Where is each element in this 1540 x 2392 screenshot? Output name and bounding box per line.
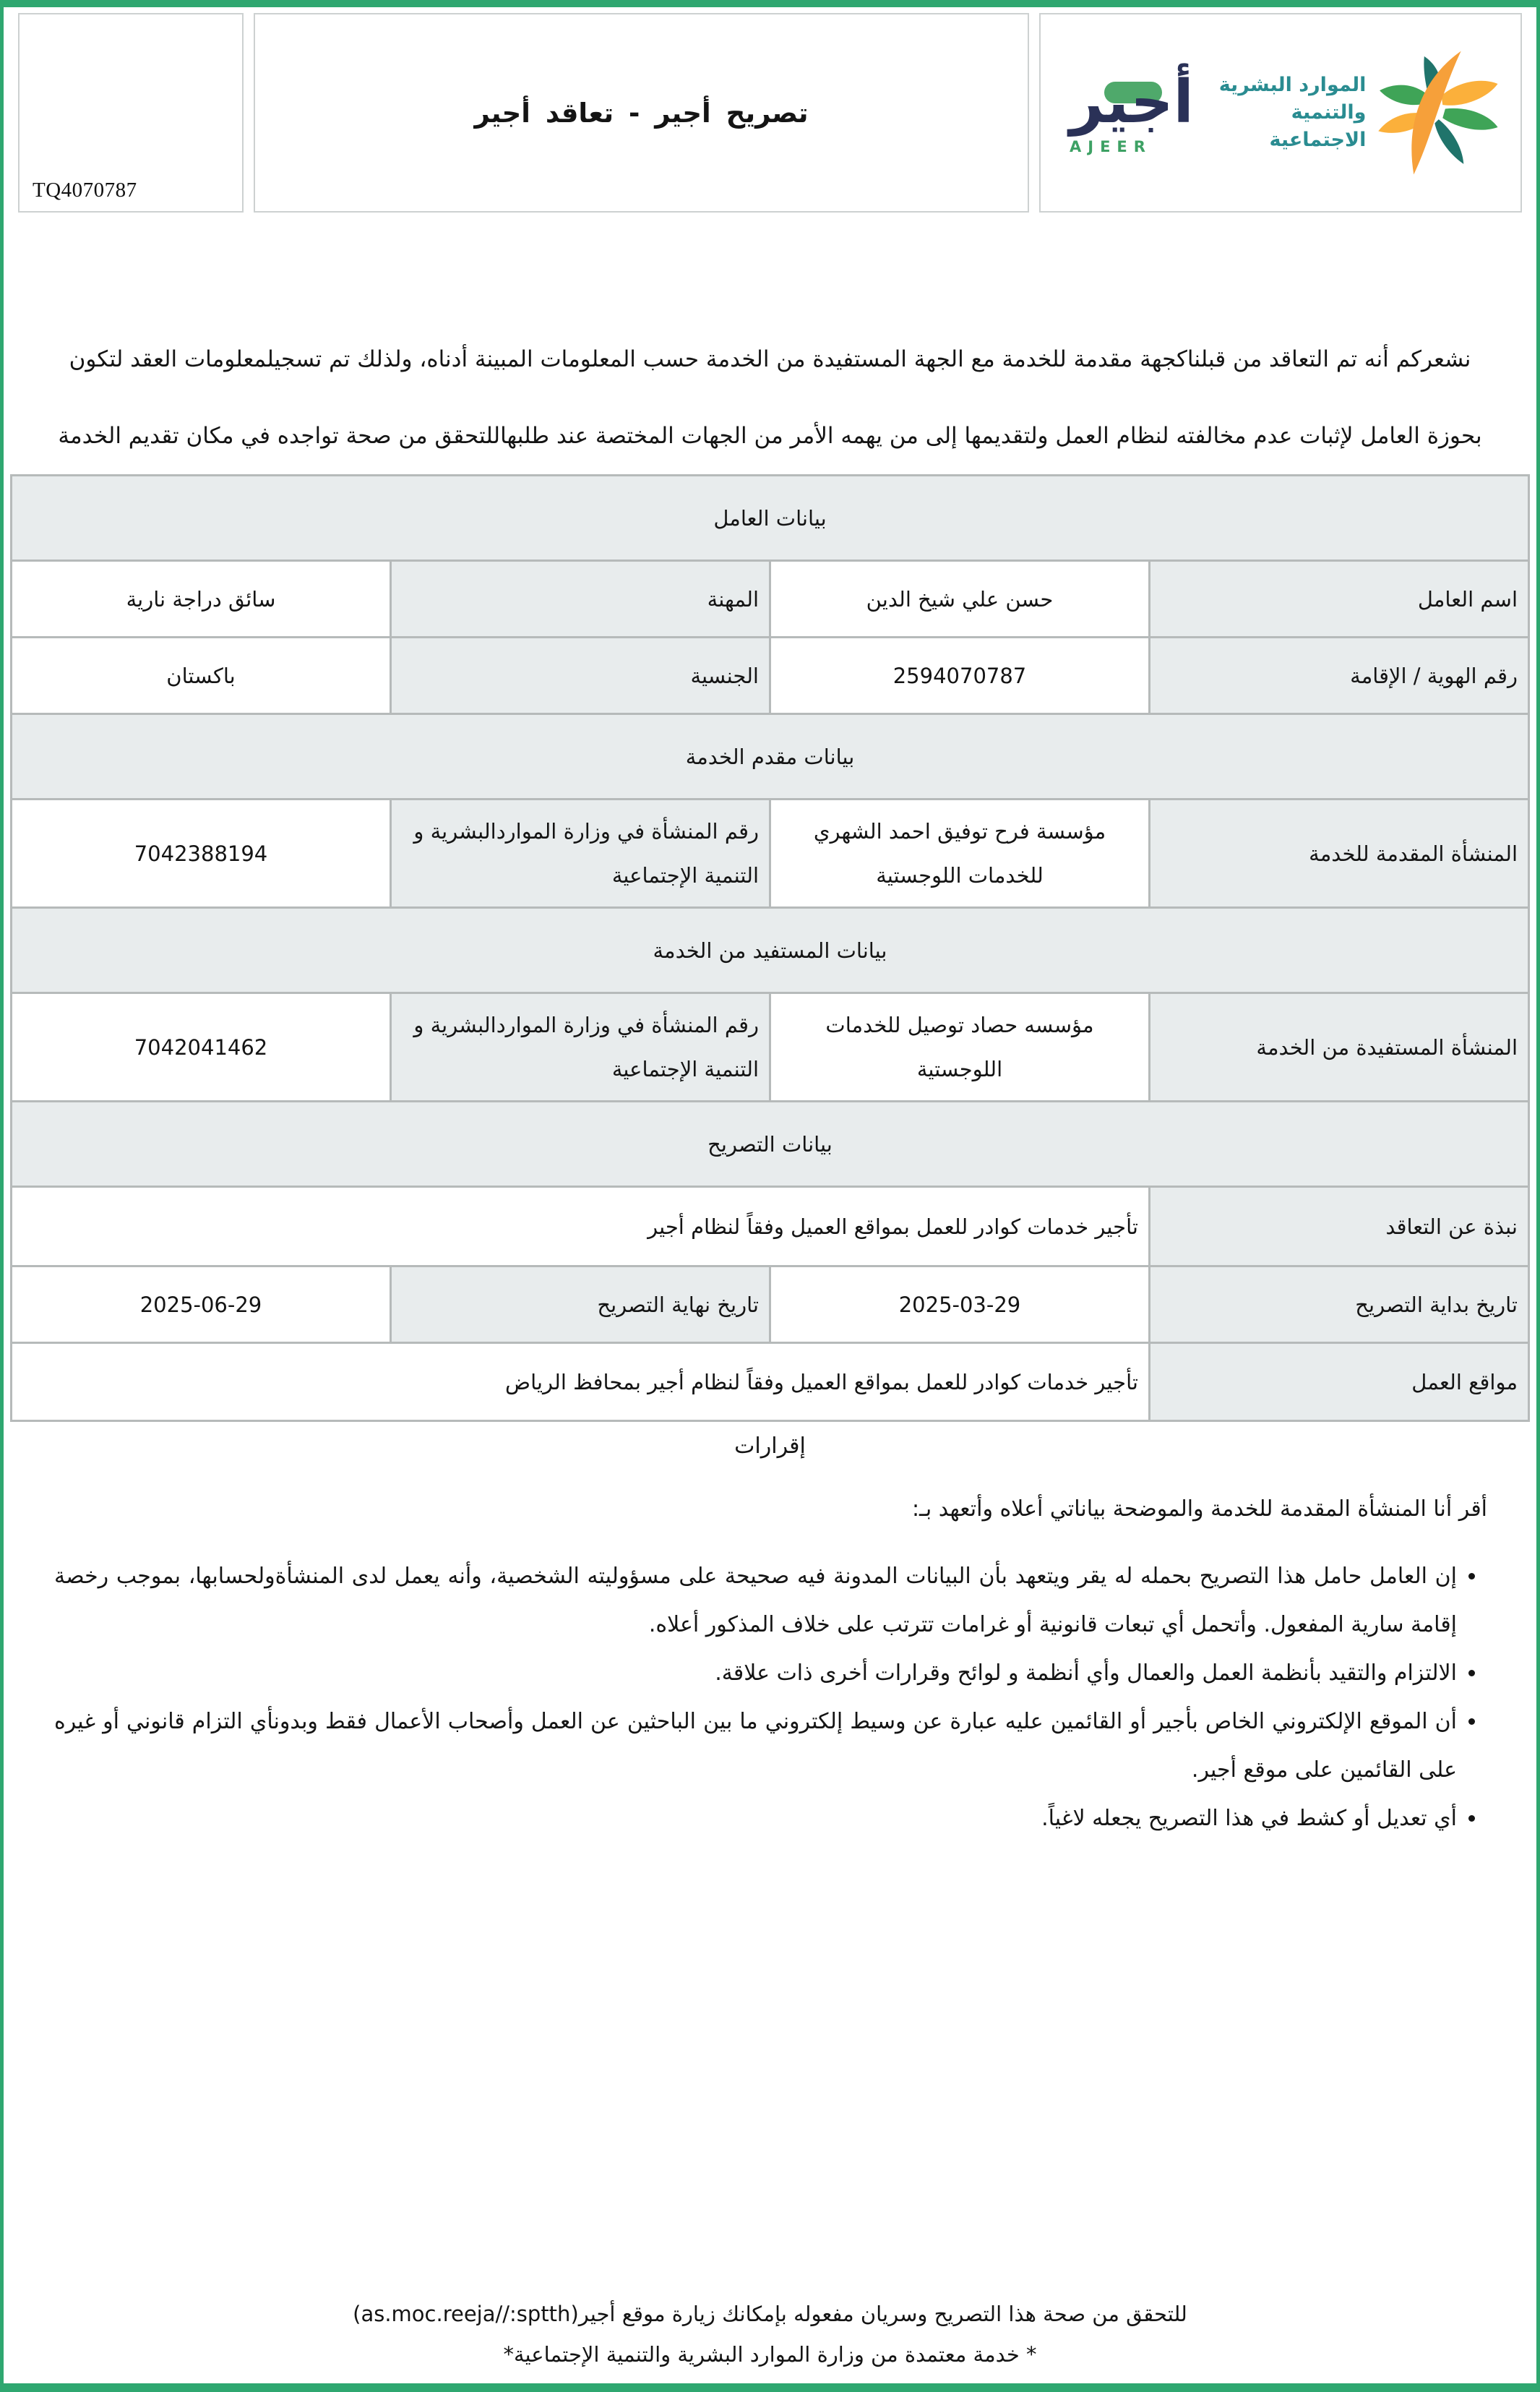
beneficiary-registration-label: رقم المنشأة في وزارة المواردالبشرية و التنمية الإجتماعية — [391, 993, 770, 1102]
table-row — [12, 561, 1529, 638]
table-row — [12, 1187, 1529, 1266]
declarations-section — [4, 1485, 1536, 1843]
worker-name-value: حسن علي شيخ الدين — [770, 561, 1150, 638]
declaration-item: • إن العامل حامل هذا التصريح بحمله له يقر ويتعهد بأن البيانات المدونة فيه صحيحة على مسؤوليته الشخصية، وأنه يعمل لدى المنشأةولحسابها، بموجب رخصة إقامة سارية المفعول. وأتحمل أي تبعات قانونية أو غرامات تترتب على خلاف المذكور أعلاه. — [48, 1552, 1457, 1649]
ajeer-logo-latin: AJEER — [1070, 138, 1152, 156]
ministry-logo-line2: والتنمية الاجتماعية — [1269, 101, 1367, 151]
table-row — [12, 1266, 1529, 1343]
section-title: بيانات المستفيد من الخدمة — [12, 908, 1529, 993]
table-row — [12, 800, 1529, 908]
worker-name-label: اسم العامل — [1150, 561, 1529, 638]
provider-registration-value: 7042388194 — [12, 800, 391, 908]
footer — [4, 2294, 1536, 2375]
beneficiary-registration-value: 7042041462 — [12, 993, 391, 1102]
start-date-value: 2025-03-29 — [770, 1266, 1150, 1343]
ministry-logo-text — [1194, 72, 1367, 153]
ministry-logo-line1: الموارد البشرية — [1218, 74, 1367, 97]
provider-establishment-label: المنشأة المقدمة للخدمة — [1150, 800, 1529, 908]
beneficiary-establishment-value: مؤسسه حصاد توصيل للخدمات اللوجستية — [770, 993, 1150, 1102]
provider-establishment-value: مؤسسة فرح توفيق احمد الشهري للخدمات اللوجستية — [770, 800, 1150, 908]
verification-note: للتحقق من صحة هذا التصريح وسريان مفعوله بإمكانك زيارة موقع أجير(as.moc.reeja//:sptth) — [353, 2302, 1187, 2326]
header — [18, 13, 1522, 213]
permit-number: TQ4070787 — [33, 179, 137, 202]
section-title: بيانات التصريح — [12, 1102, 1529, 1187]
end-date-value: 2025-06-29 — [12, 1266, 391, 1343]
section-title: بيانات العامل — [12, 476, 1529, 561]
declaration-item: • أن الموقع الإلكتروني الخاص بأجير أو القائمين عليه عبارة عن وسيط إلكتروني ما بين الباحثين عن العمل وأصحاب الأعمال فقط وبدونأي التزام قانوني أو غيره على القائمين على موقع أجير. — [48, 1697, 1457, 1794]
approved-service-note: * خدمة معتمدة من وزارة الموارد البشرية والتنمية الإجتماعية* — [503, 2342, 1037, 2367]
section-header-provider — [12, 714, 1529, 800]
declaration-item: • أي تعديل أو كشط في هذا التصريح يجعله لاغياً. — [48, 1794, 1457, 1843]
nationality-value: باكستان — [12, 638, 391, 714]
page-title: تصريح أجير - تعاقد أجير — [474, 97, 809, 129]
declaration-item: • الالتزام والتقيد بأنظمة العمل والعمال وأي أنظمة و لوائح وقرارات أخرى ذات علاقة. — [48, 1649, 1457, 1697]
permit-data-table — [10, 474, 1530, 1422]
section-title: بيانات مقدم الخدمة — [12, 714, 1529, 800]
logos-box — [1039, 13, 1522, 213]
contract-summary-label: نبذة عن التعاقد — [1150, 1187, 1529, 1266]
declarations-title: إقرارات — [734, 1433, 806, 1459]
permit-number-box — [18, 13, 244, 213]
start-date-label: تاريخ بداية التصريح — [1150, 1266, 1529, 1343]
ministry-logo — [1194, 45, 1505, 181]
occupation-label: المهنة — [391, 561, 770, 638]
provider-registration-label: رقم المنشأة في وزارة المواردالبشرية و التنمية الإجتماعية — [391, 800, 770, 908]
section-header-worker — [12, 476, 1529, 561]
id-number-value: 2594070787 — [770, 638, 1150, 714]
beneficiary-establishment-label: المنشأة المستفيدة من الخدمة — [1150, 993, 1529, 1102]
contract-summary-value: تأجير خدمات كوادر للعمل بمواقع العميل وفقاً لنظام أجير — [12, 1187, 1150, 1266]
end-date-label: تاريخ نهاية التصريح — [391, 1266, 770, 1343]
declarations-list — [48, 1552, 1492, 1843]
ajeer-logo-arabic: أجير — [1070, 67, 1194, 137]
section-header-beneficiary — [12, 908, 1529, 993]
ajeer-logo — [1070, 67, 1194, 156]
work-locations-label: مواقع العمل — [1150, 1343, 1529, 1421]
table-row — [12, 1343, 1529, 1421]
intro-paragraph: نشعركم أنه تم التعاقد من قبلناكجهة مقدمة للخدمة مع الجهة المستفيدة من الخدمة حسب المعلومات المبينة أدناه، ولذلك تم تسجيلمعلومات العقد لتكون بحوزة العامل لإثبات عدم مخالفته لنظام العمل ولتقديمها إلى من يهمه الأمر من الجهات المختصة عند طلبهاللتحقق من صحة تواجده في مكان تقديم الخدمة — [58, 346, 1482, 449]
declarations-intro: أقر أنا المنشأة المقدمة للخدمة والموضحة بياناتي أعلاه وأتعهد بـ: — [911, 1496, 1487, 1522]
id-number-label: رقم الهوية / الإقامة — [1150, 638, 1529, 714]
occupation-value: سائق دراجة نارية — [12, 561, 391, 638]
work-locations-value: تأجير خدمات كوادر للعمل بمواقع العميل وفقاً لنظام أجير بمحافظ الرياض — [12, 1343, 1150, 1421]
section-header-permit — [12, 1102, 1529, 1187]
nationality-label: الجنسية — [391, 638, 770, 714]
table-row — [12, 638, 1529, 714]
ministry-palm-icon — [1373, 45, 1505, 181]
table-row — [12, 993, 1529, 1102]
title-box — [254, 13, 1029, 213]
